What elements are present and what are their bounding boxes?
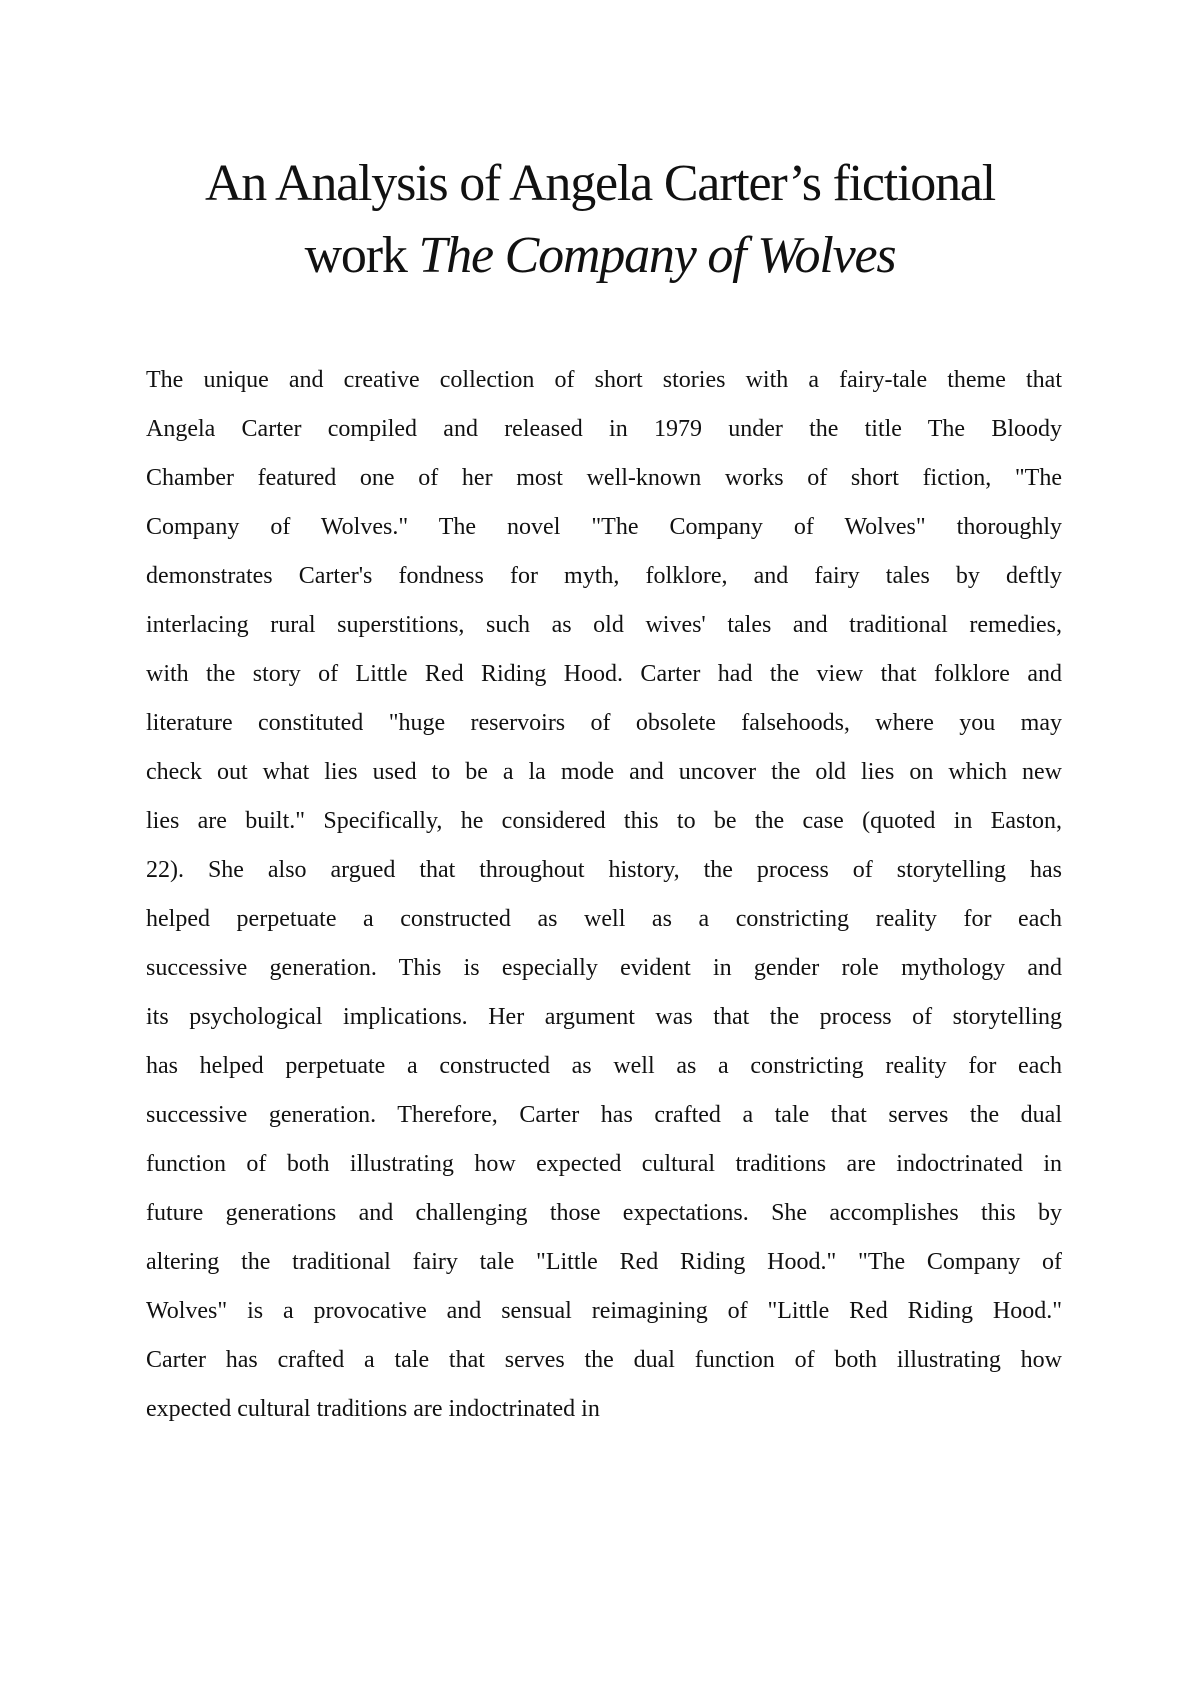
body-line: interlacing rural superstitions, such as old wives' tales and traditional remedies, (146, 612, 1062, 638)
body-line: altering the traditional fairy tale "Little Red Riding Hood." "The Company of (146, 1249, 1062, 1275)
body-line: Chamber featured one of her most well-known works of short fiction, "The (146, 465, 1062, 491)
title-line-2-plain: work (304, 227, 419, 284)
body-line: its psychological implications. Her argument was that the process of storytelling (146, 1004, 1062, 1030)
document-title (150, 148, 1050, 292)
body-line: 22). She also argued that throughout history, the process of storytelling has (146, 857, 1062, 883)
body-line-last: expected cultural traditions are indoctrinated in (146, 1396, 600, 1422)
body-line: successive generation. This is especially evident in gender role mythology and (146, 955, 1062, 981)
body-line: literature constituted "huge reservoirs of obsolete falsehoods, where you may (146, 710, 1062, 736)
title-italic-work-name: The Company of Wolves (418, 227, 896, 284)
body-line: successive generation. Therefore, Carter has crafted a tale that serves the dual (146, 1102, 1062, 1128)
title-line-1: An Analysis of Angela Carter’s fictional (204, 155, 996, 212)
body-paragraph (146, 356, 1062, 1434)
body-line: Angela Carter compiled and released in 1979 under the title The Bloody (146, 416, 1062, 442)
body-line: helped perpetuate a constructed as well as a constricting reality for each (146, 906, 1062, 932)
body-line: function of both illustrating how expected cultural traditions are indoctrinated in (146, 1151, 1062, 1177)
body-line: Carter has crafted a tale that serves the dual function of both illustrating how (146, 1347, 1062, 1373)
body-line: has helped perpetuate a constructed as well as a constricting reality for each (146, 1053, 1062, 1079)
body-line: lies are built." Specifically, he considered this to be the case (quoted in Easton, (146, 808, 1062, 834)
body-line: Wolves" is a provocative and sensual reimagining of "Little Red Riding Hood." (146, 1298, 1062, 1324)
body-line: demonstrates Carter's fondness for myth, folklore, and fairy tales by deftly (146, 563, 1062, 589)
body-line: check out what lies used to be a la mode and uncover the old lies on which new (146, 759, 1062, 785)
body-line: The unique and creative collection of short stories with a fairy-tale theme that (146, 367, 1062, 393)
body-line: with the story of Little Red Riding Hood. Carter had the view that folklore and (146, 661, 1062, 687)
title-line-2 (150, 220, 1050, 292)
body-line: future generations and challenging those expectations. She accomplishes this by (146, 1200, 1062, 1226)
body-line: Company of Wolves." The novel "The Company of Wolves" thoroughly (146, 514, 1062, 540)
